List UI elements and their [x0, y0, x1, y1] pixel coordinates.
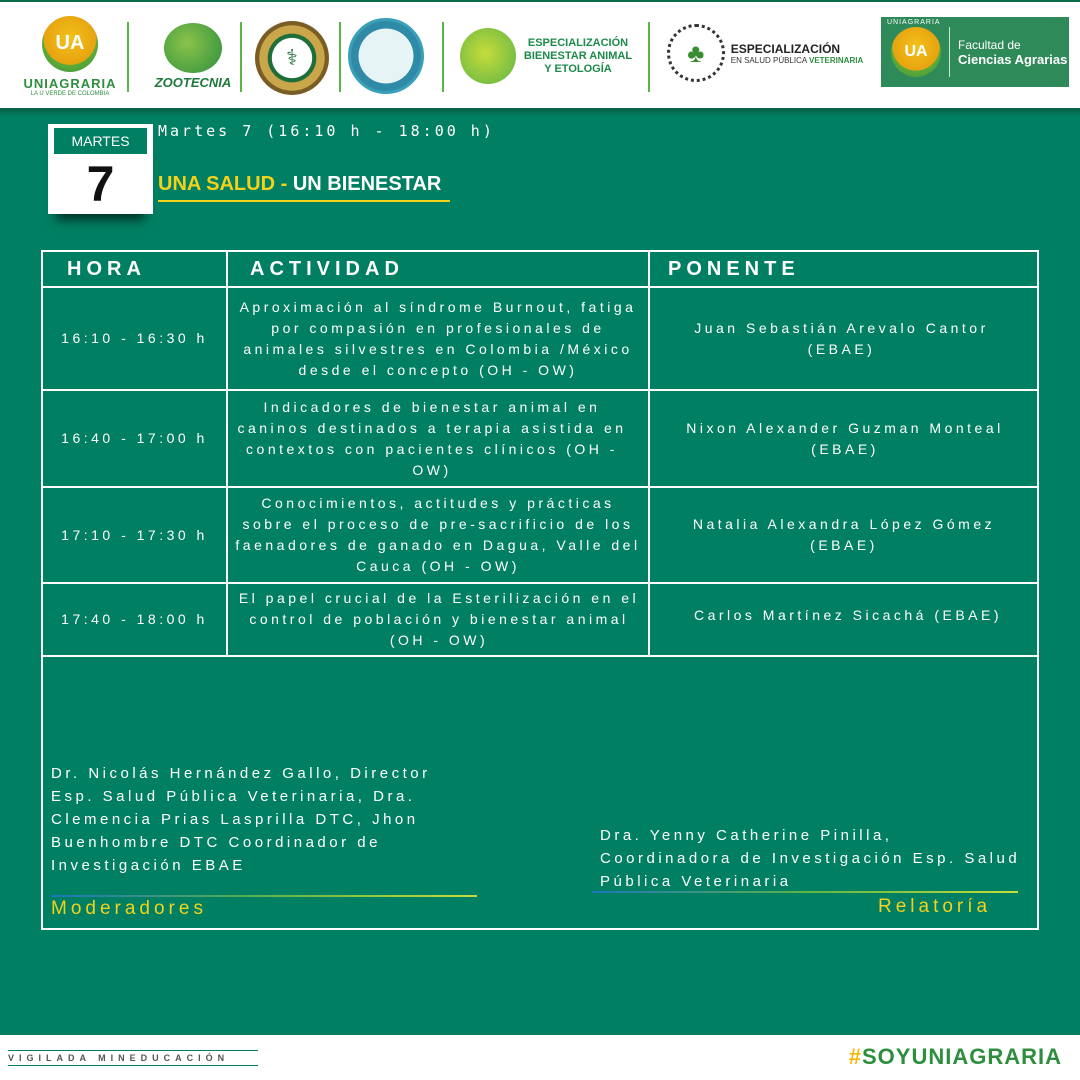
logo-separator [648, 22, 650, 92]
esp-bienestar-line2: BIENESTAR ANIMAL [523, 49, 633, 62]
header-actividad: ACTIVIDAD [250, 258, 404, 280]
facultad-divider [949, 27, 950, 77]
esp-bienestar-logo [450, 24, 642, 88]
table-cell-hora: 17:40 - 18:00 h [61, 611, 208, 627]
calendar-card [48, 124, 153, 214]
moderadores-label: Moderadores [51, 898, 207, 919]
animals-silhouette-icon [460, 28, 516, 84]
table-cell-actividad: El papel crucial de la Esterilización en el control de población y bienestar animal (OH - OW) [238, 590, 640, 648]
title-underline [158, 200, 450, 202]
table-cell-actividad: Aproximación al síndrome Burnout, fatiga por compasión en profesionales de animales silvestres en Colombia /México desde el concepto (OH - OW) [239, 298, 637, 378]
seal-icon [255, 21, 329, 95]
facultad-line2: Ciencias Agrarias [958, 51, 1068, 67]
calendar-weekday: MARTES [54, 128, 147, 154]
header-ponente: PONENTE [668, 258, 800, 280]
logo-separator [339, 22, 341, 92]
esp-salud-line2 [731, 56, 863, 65]
moderadores-underline [51, 895, 477, 897]
hashtag-soyuniagraria [849, 1044, 1062, 1070]
table-cell-hora: 16:10 - 16:30 h [61, 330, 208, 346]
table-cell-ponente: Natalia Alexandra López Gómez (EBAE) [692, 516, 996, 553]
ua-logo-icon [42, 16, 98, 72]
esp-bienestar-line1: ESPECIALIZACIÓN [527, 36, 629, 49]
table-cell-ponente: Carlos Martínez Sicachá (EBAE) [693, 606, 1003, 623]
facultad-logo [881, 17, 1069, 87]
relatoria-names: Dra. Yenny Catherine Pinilla, Coordinadora de Investigación Esp. Salud Pública Veterinaria [600, 827, 1021, 890]
uniagraria-logo [14, 12, 126, 100]
calendar-day: 7 [86, 156, 115, 212]
uniagraria-name: UNIAGRARIA [23, 75, 117, 91]
moderadores-names: Dr. Nicolás Hernández Gallo, Director Esp. Salud Pública Veterinaria, Dra. Clemencia Prias Lasprilla DTC, Jhon Buenhombre DTC Coordinador de Investigación EBAE [51, 765, 431, 874]
logo-separator [240, 22, 242, 92]
animal-heads-icon [164, 23, 222, 73]
ua-badge-text: UA [55, 32, 85, 54]
header-hora: HORA [67, 258, 146, 280]
veterinary-seal-logo [252, 18, 332, 98]
facultad-line1: Facultad de [958, 37, 1021, 52]
hashtag-symbol: # [848, 1044, 862, 1069]
table-col-divider [648, 250, 650, 656]
relatoria-underline [592, 891, 1018, 893]
zootecnia-name: ZOOTECNIA [154, 74, 232, 90]
hashtag-text: SOYUNIAGRARIA [861, 1044, 1062, 1069]
tree-icon: ♣ [667, 24, 725, 82]
animals-seal-icon [348, 18, 424, 94]
facultad-arc-text: UNIAGRARIA [887, 19, 941, 26]
header-divider [0, 108, 1080, 116]
facultad-badge-text: UA [904, 43, 928, 60]
esp-bienestar-text [524, 37, 632, 76]
session-title [158, 173, 441, 196]
session-title-part2: UN BIENESTAR [292, 173, 442, 195]
vigilada-mineducacion: VIGILADA MINEDUCACIÓN [8, 1050, 258, 1066]
animal-welfare-seal-logo [346, 16, 426, 96]
esp-salud-line2b: VETERINARIA [809, 55, 864, 65]
logo-separator [442, 22, 444, 92]
table-cell-hora: 16:40 - 17:00 h [61, 430, 208, 446]
table-row-divider [41, 655, 1039, 657]
esp-salud-text [731, 42, 863, 65]
uniagraria-tagline: LA U VERDE DE COLOMBIA [30, 90, 110, 97]
logo-separator [127, 22, 129, 92]
esp-salud-line2a: EN SALUD PÚBLICA [730, 55, 809, 65]
table-cell-hora: 17:10 - 17:30 h [61, 526, 208, 543]
relatoria-label: Relatoría [878, 896, 992, 917]
table-cell-actividad: Indicadores de bienestar animal en caninos destinados a terapia asistida en contextos con pacientes clínicos (OH - OW) [237, 398, 627, 478]
facultad-text [958, 38, 1067, 67]
zootecnia-logo [152, 14, 234, 98]
esp-bienestar-line3: Y ETOLOGÍA [544, 62, 612, 75]
esp-salud-line1: ESPECIALIZACIÓN [730, 41, 841, 56]
table-cell-ponente: Juan Sebastián Arevalo Cantor (EBAE) [694, 319, 989, 357]
table-cell-ponente: Nixon Alexander Guzman Monteal (EBAE) [686, 419, 1004, 457]
esp-salud-logo [660, 20, 870, 86]
session-title-part1: UNA SALUD - [158, 173, 293, 195]
caduceus-icon: ⚕ [286, 45, 298, 70]
table-cell-actividad: Conocimientos, actitudes y prácticas sobre el proceso de pre-sacrificio de los faenadores de ganado en Dagua, Valle del Cauca (OH - OW) [235, 495, 641, 574]
session-time: Martes 7 (16:10 h - 18:00 h) [158, 122, 495, 140]
ua-facultad-icon [891, 27, 941, 77]
table-col-divider [226, 250, 228, 656]
